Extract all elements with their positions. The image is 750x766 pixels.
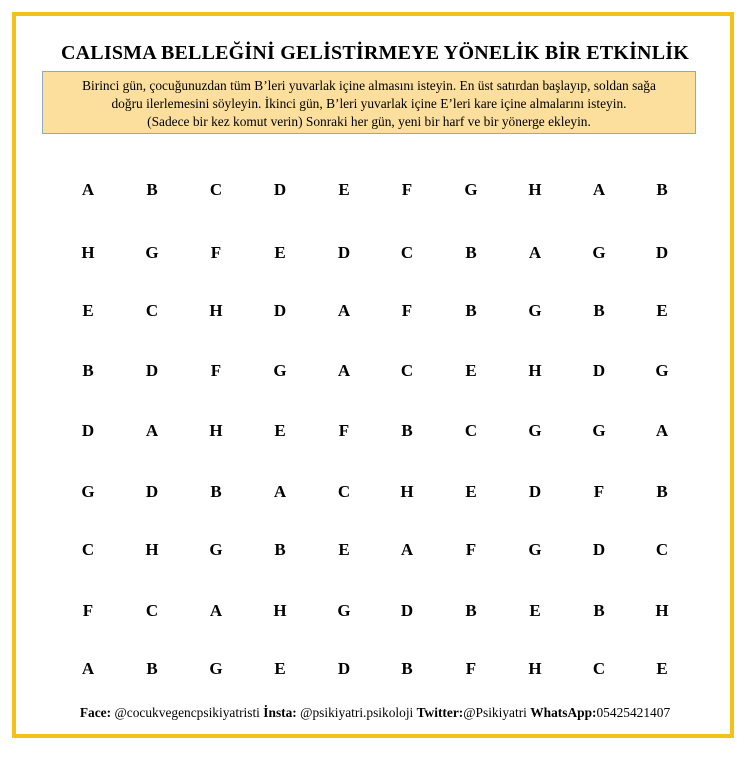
- grid-letter: B: [465, 301, 477, 320]
- grid-letter: G: [81, 482, 95, 501]
- grid-letter: G: [209, 540, 223, 559]
- grid-letter: D: [145, 482, 159, 501]
- grid-letter: C: [464, 421, 478, 440]
- grid-letter: F: [338, 421, 350, 440]
- grid-letter: D: [592, 361, 606, 380]
- grid-letter: H: [145, 540, 159, 559]
- grid-letter: E: [529, 601, 541, 620]
- grid-letter: D: [273, 180, 287, 199]
- footer-whatsapp-label: WhatsApp:: [530, 705, 597, 720]
- grid-letter: G: [337, 601, 351, 620]
- grid-letter: A: [655, 421, 669, 440]
- grid-letter: H: [81, 243, 95, 262]
- grid-letter: B: [465, 601, 477, 620]
- grid-letter: B: [274, 540, 286, 559]
- grid-letter: D: [655, 243, 669, 262]
- grid-letter: E: [338, 540, 350, 559]
- grid-letter: B: [593, 601, 605, 620]
- grid-letter: H: [528, 659, 542, 678]
- grid-letter: B: [656, 482, 668, 501]
- grid-letter: E: [274, 421, 286, 440]
- grid-letter: H: [400, 482, 414, 501]
- grid-letter: F: [465, 659, 477, 678]
- grid-letter: E: [465, 482, 477, 501]
- grid-letter: B: [401, 659, 413, 678]
- grid-letter: A: [81, 659, 95, 678]
- grid-letter: E: [82, 301, 94, 320]
- grid-letter: B: [656, 180, 668, 199]
- grid-letter: C: [655, 540, 669, 559]
- grid-letter: D: [337, 659, 351, 678]
- grid-letter: E: [656, 659, 668, 678]
- grid-letter: C: [145, 601, 159, 620]
- grid-letter: F: [465, 540, 477, 559]
- grid-letter: G: [273, 361, 287, 380]
- grid-letter: E: [465, 361, 477, 380]
- footer-face-value: @cocukvegencpsikiyatristi: [114, 705, 260, 720]
- grid-letter: B: [82, 361, 94, 380]
- grid-letter: B: [401, 421, 413, 440]
- grid-letter: G: [528, 421, 542, 440]
- grid-letter: A: [81, 180, 95, 199]
- grid-letter: E: [274, 659, 286, 678]
- grid-letter: B: [210, 482, 222, 501]
- grid-letter: A: [273, 482, 287, 501]
- grid-letter: G: [464, 180, 478, 199]
- grid-letter: H: [209, 421, 223, 440]
- grid-letter: G: [145, 243, 159, 262]
- grid-letter: C: [209, 180, 223, 199]
- grid-letter: C: [81, 540, 95, 559]
- grid-letter: G: [528, 540, 542, 559]
- footer-face-label: Face:: [79, 705, 112, 720]
- grid-letter: A: [145, 421, 159, 440]
- grid-letter: H: [273, 601, 287, 620]
- grid-letter: H: [528, 180, 542, 199]
- grid-letter: C: [337, 482, 351, 501]
- footer-insta-label: İnsta:: [263, 705, 297, 720]
- grid-letter: A: [337, 301, 351, 320]
- grid-letter: B: [146, 180, 158, 199]
- grid-letter: D: [81, 421, 95, 440]
- footer-whatsapp-value: 05425421407: [596, 705, 671, 720]
- footer-twitter-label: Twitter:: [416, 705, 464, 720]
- footer-insta-value: @psikiyatri.psikoloji: [300, 705, 414, 720]
- grid-letter: C: [592, 659, 606, 678]
- grid-letter: C: [400, 243, 414, 262]
- grid-letter: D: [592, 540, 606, 559]
- grid-letter: D: [273, 301, 287, 320]
- grid-letter: G: [592, 243, 606, 262]
- grid-letter: G: [528, 301, 542, 320]
- grid-letter: E: [274, 243, 286, 262]
- page-title: CALISMA BELLEĞİNİ GELİSTİRMEYE YÖNELİK BİR ETKİNLİK: [61, 42, 689, 64]
- grid-letter: D: [337, 243, 351, 262]
- grid-letter: A: [209, 601, 223, 620]
- grid-letter: A: [592, 180, 606, 199]
- grid-letter: D: [528, 482, 542, 501]
- grid-letter: C: [145, 301, 159, 320]
- grid-letter: G: [592, 421, 606, 440]
- grid-letter: A: [400, 540, 414, 559]
- grid-letter: B: [593, 301, 605, 320]
- instructions-line-3: (Sadece bir kez komut verin) Sonraki her gün, yeni bir harf ve bir yönerge ekleyin.: [147, 114, 591, 129]
- footer-twitter-value: @Psikiyatri: [463, 705, 527, 720]
- grid-letter: D: [400, 601, 414, 620]
- grid-letter: E: [338, 180, 350, 199]
- grid-letter: H: [655, 601, 669, 620]
- grid-letter: H: [528, 361, 542, 380]
- grid-letter: F: [401, 180, 413, 199]
- grid-letter: F: [210, 361, 222, 380]
- grid-letter: B: [146, 659, 158, 678]
- grid-letter: G: [209, 659, 223, 678]
- grid-letter: H: [209, 301, 223, 320]
- grid-letter: F: [82, 601, 94, 620]
- grid-letter: F: [210, 243, 222, 262]
- grid-letter: G: [655, 361, 669, 380]
- grid-letter: E: [656, 301, 668, 320]
- grid-letter: D: [145, 361, 159, 380]
- instructions-line-1: Birinci gün, çocuğunuzdan tüm B’leri yuvarlak içine almasını isteyin. En üst satırdan başlayıp, soldan sağa: [82, 78, 656, 93]
- grid-letter: B: [465, 243, 477, 262]
- grid-letter: C: [400, 361, 414, 380]
- grid-letter: A: [337, 361, 351, 380]
- grid-letter: F: [593, 482, 605, 501]
- instructions-line-2: doğru ilerlemesini söyleyin. İkinci gün, B’leri yuvarlak içine E’leri kare içine almalarını isteyin.: [111, 96, 627, 111]
- footer-contacts: [0, 705, 750, 721]
- grid-letter: A: [528, 243, 542, 262]
- grid-letter: F: [401, 301, 413, 320]
